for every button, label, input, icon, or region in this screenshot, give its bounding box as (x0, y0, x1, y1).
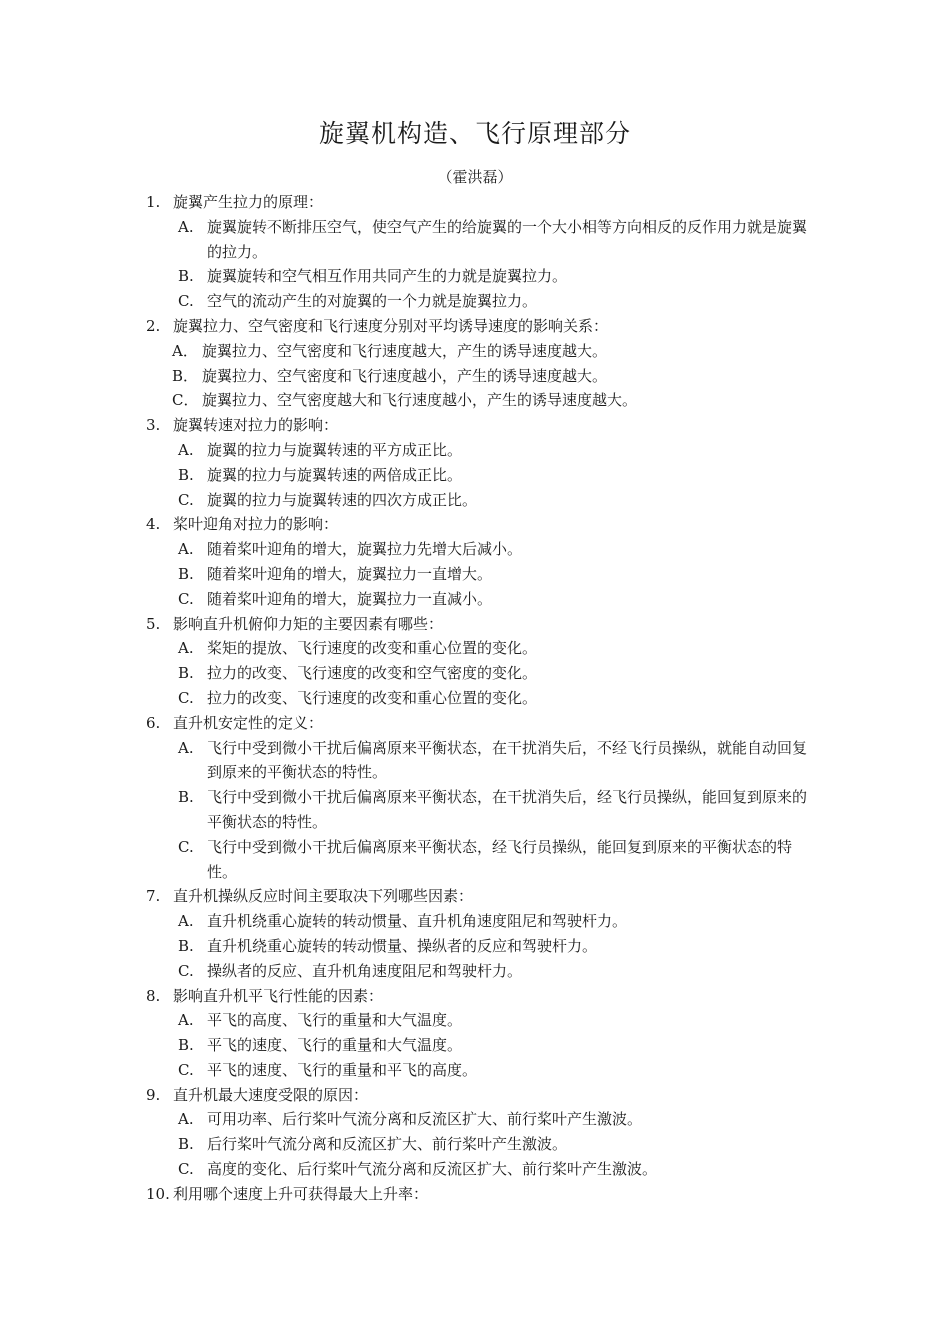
answer-option (146, 686, 816, 711)
option-letter: C． (172, 391, 199, 410)
question-text: 直升机安定性的定义： (173, 713, 324, 732)
question-item (146, 1182, 816, 1207)
question-item (146, 711, 816, 885)
option-letter: A. (178, 738, 194, 757)
question-number: 2. (146, 316, 161, 335)
option-letter: B. (178, 465, 194, 484)
question-stem (146, 512, 816, 537)
answer-option (146, 1033, 816, 1058)
option-letter: A. (178, 1011, 194, 1030)
answer-option (146, 909, 816, 934)
answer-option (146, 388, 816, 413)
option-letter: C. (178, 1060, 194, 1079)
option-text: 空气的流动产生的对旋翼的一个力就是旋翼拉力。 (207, 292, 538, 311)
option-text: 拉力的改变、飞行速度的改变和重心位置的变化。 (207, 688, 538, 707)
question-text: 直升机最大速度受限的原因： (173, 1085, 369, 1104)
option-text: 旋翼拉力、空气密度越大和飞行速度越小，产生的诱导速度越大。 (202, 391, 638, 410)
option-text: 平飞的高度、飞行的重量和大气温度。 (207, 1011, 463, 1030)
option-text: 平飞的速度、飞行的重量和大气温度。 (207, 1036, 463, 1055)
option-text: 旋翼的拉力与旋翼转速的两倍成正比。 (207, 465, 463, 484)
question-text: 旋翼产生拉力的原理： (173, 193, 324, 211)
option-text: 后行桨叶气流分离和反流区扩大、前行桨叶产生激波。 (207, 1135, 568, 1154)
answer-option (146, 959, 816, 984)
option-letter: A. (178, 639, 194, 658)
question-stem (146, 314, 816, 339)
question-number: 6. (146, 713, 161, 732)
answer-option (146, 835, 816, 885)
question-item (146, 512, 816, 611)
option-letter: C. (178, 688, 194, 707)
question-stem (146, 984, 816, 1009)
answer-option (146, 215, 816, 265)
question-item (146, 314, 816, 413)
option-text: 拉力的改变、飞行速度的改变和空气密度的变化。 (207, 664, 538, 683)
answer-option (146, 289, 816, 314)
option-letter: A. (178, 1110, 194, 1129)
option-letter: C. (178, 589, 194, 608)
answer-option (146, 1107, 816, 1132)
option-text: 飞行中受到微小干扰后偏离原来平衡状态，在干扰消失后，经飞行员操纵，能回复到原来的平衡状态的特性。 (207, 788, 808, 831)
answer-option (146, 438, 816, 463)
option-text: 旋翼拉力、空气密度和飞行速度越大，产生的诱导速度越大。 (202, 341, 608, 360)
option-letter: C. (178, 490, 194, 509)
question-stem (146, 1083, 816, 1108)
option-text: 随着桨叶迎角的增大，旋翼拉力先增大后减小。 (207, 540, 523, 559)
option-letter: A. (178, 912, 194, 931)
answer-option (146, 264, 816, 289)
answer-option (146, 1157, 816, 1182)
option-letter: B． (172, 366, 199, 385)
question-number: 7. (146, 887, 161, 906)
question-number: 10. (146, 1184, 170, 1203)
question-item (146, 612, 816, 711)
question-item (146, 1083, 816, 1182)
question-text: 影响直升机俯仰力矩的主要因素有哪些： (173, 614, 444, 633)
question-text: 旋翼转速对拉力的影响： (173, 416, 339, 435)
question-item (146, 413, 816, 512)
question-number: 3. (146, 416, 161, 435)
option-text: 旋翼拉力、空气密度和飞行速度越小，产生的诱导速度越大。 (202, 366, 608, 385)
question-stem (146, 190, 816, 215)
answer-option (146, 339, 816, 364)
answer-option (146, 463, 816, 488)
option-letter: B. (178, 267, 194, 286)
option-letter: A. (178, 440, 194, 459)
answer-option (146, 562, 816, 587)
question-stem (146, 884, 816, 909)
question-item (146, 190, 816, 314)
option-letter: C. (178, 961, 194, 980)
option-letter: B. (178, 664, 194, 683)
option-text: 飞行中受到微小干扰后偏离原来平衡状态，经飞行员操纵，能回复到原来的平衡状态的特性。 (207, 837, 793, 881)
question-stem (146, 711, 816, 736)
option-text: 直升机绕重心旋转的转动惯量、直升机角速度阻尼和驾驶杆力。 (207, 912, 628, 931)
option-letter: C. (178, 1160, 194, 1179)
answer-option (146, 1008, 816, 1033)
option-text: 旋翼旋转不断排压空气，使空气产生的给旋翼的一个大小相等方向相反的反作用力就是旋翼的拉力。 (207, 217, 808, 261)
option-letter: A. (178, 217, 194, 236)
answer-option (146, 1058, 816, 1083)
option-text: 随着桨叶迎角的增大，旋翼拉力一直增大。 (207, 564, 493, 583)
question-text: 利用哪个速度上升可获得最大上升率： (173, 1184, 429, 1203)
option-letter: B. (178, 1135, 194, 1154)
question-text: 旋翼拉力、空气密度和飞行速度分别对平均诱导速度的影响关系： (173, 316, 609, 335)
question-number: 5. (146, 614, 161, 633)
answer-option (146, 636, 816, 661)
option-text: 旋翼的拉力与旋翼转速的四次方成正比。 (207, 490, 478, 509)
option-text: 可用功率、后行桨叶气流分离和反流区扩大、前行桨叶产生激波。 (207, 1110, 643, 1129)
option-letter: C. (178, 292, 194, 311)
document-title: 旋翼机构造、飞行原理部分 (318, 119, 631, 148)
answer-option (146, 537, 816, 562)
question-number: 9. (146, 1085, 161, 1104)
option-letter: B. (178, 788, 194, 807)
question-number: 1. (146, 193, 161, 211)
answer-option (146, 488, 816, 513)
question-stem (146, 1182, 816, 1207)
option-letter: B. (178, 1036, 194, 1055)
answer-option (146, 661, 816, 686)
option-text: 操纵者的反应、直升机角速度阻尼和驾驶杆力。 (207, 961, 523, 980)
option-letter: B. (178, 564, 194, 583)
answer-option (146, 785, 816, 835)
option-letter: A． (172, 341, 198, 360)
answer-option (146, 587, 816, 612)
option-letter: C. (178, 837, 194, 856)
question-item (146, 884, 816, 983)
question-number: 8. (146, 986, 161, 1005)
question-text: 影响直升机平飞行性能的因素： (173, 986, 384, 1005)
answer-option (146, 364, 816, 389)
question-stem (146, 413, 816, 438)
option-text: 平飞的速度、飞行的重量和平飞的高度。 (207, 1060, 478, 1079)
answer-option (146, 736, 816, 786)
question-stem (146, 612, 816, 637)
option-text: 随着桨叶迎角的增大，旋翼拉力一直减小。 (207, 589, 493, 608)
option-text: 旋翼的拉力与旋翼转速的平方成正比。 (207, 440, 463, 459)
option-text: 桨矩的提放、飞行速度的改变和重心位置的变化。 (207, 639, 538, 658)
question-number: 4. (146, 515, 161, 534)
option-text: 旋翼旋转和空气相互作用共同产生的力就是旋翼拉力。 (207, 267, 568, 286)
question-text: 直升机操纵反应时间主要取决下列哪些因素： (173, 887, 474, 906)
answer-option (146, 1132, 816, 1157)
author-name: （霍洪磊） (437, 168, 513, 186)
question-item (146, 984, 816, 1083)
option-text: 飞行中受到微小干扰后偏离原来平衡状态，在干扰消失后，不经飞行员操纵，就能自动回复到原来的平衡状态的特性。 (207, 738, 808, 782)
option-text: 直升机绕重心旋转的转动惯量、操纵者的反应和驾驶杆力。 (207, 936, 598, 955)
option-text: 高度的变化、后行桨叶气流分离和反流区扩大、前行桨叶产生激波。 (207, 1160, 658, 1179)
option-letter: B. (178, 936, 194, 955)
question-list (0, 190, 950, 1207)
question-text: 桨叶迎角对拉力的影响： (173, 515, 339, 534)
answer-option (146, 934, 816, 959)
option-letter: A. (178, 540, 194, 559)
